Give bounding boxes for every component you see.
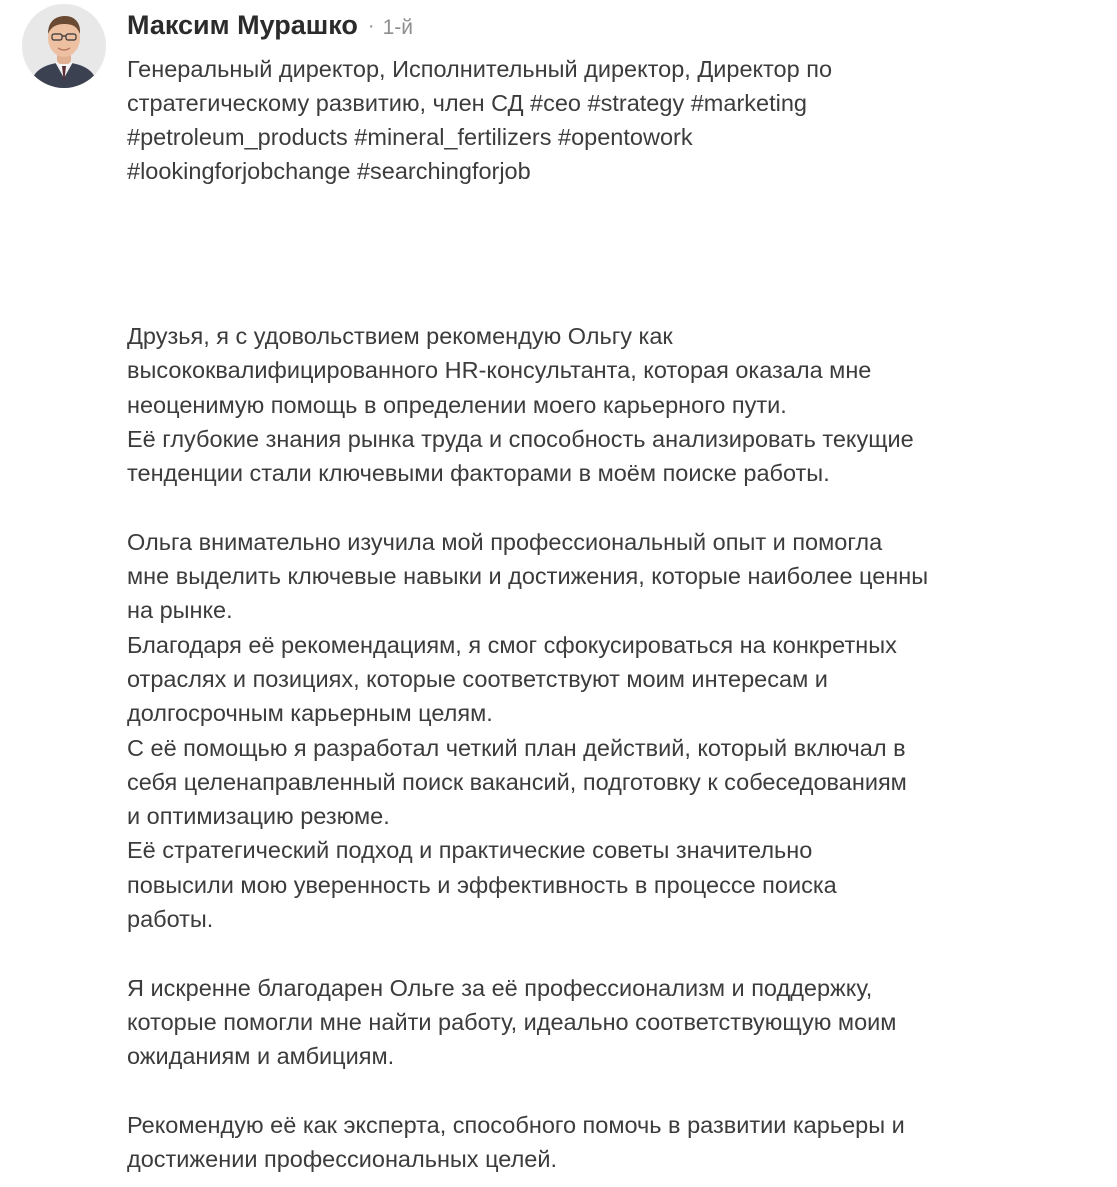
post-header (127, 10, 1087, 188)
author-name-row (127, 10, 1087, 48)
author-headline: Генеральный директор, Исполнительный директор, Директор по стратегическому развитию, член СД #ceo #strategy #marketing #petroleum_products #mineral_fertilizers #opentowork #lookingforjobchange #searchingforjob (127, 56, 833, 184)
separator-dot: · (367, 15, 375, 37)
author-avatar[interactable] (22, 4, 106, 88)
post-body (127, 319, 1102, 1176)
post-paragraph: Рекомендую её как эксперта, способного помочь в развитии карьеры и достижении профессиональных целей. (127, 1111, 905, 1173)
post-paragraph: Я искренне благодарен Ольге за её профессионализм и поддержку, которые помогли мне найти работу, идеально соответствующую моим ожиданиям и амбициям. (127, 974, 897, 1070)
post-paragraph: Друзья, я с удовольствием рекомендую Ольгу как высококвалифицированного HR-консультанта, которая оказала мне неоценимую помощь в определении моего карьерного пути. Её глубокие знания рынка труда и способность анализировать текущие тенденции стали ключевыми факторами в моём поиске работы. (127, 323, 914, 487)
connection-degree: 1-й (382, 16, 413, 39)
author-name[interactable]: Максим Мурашко (127, 10, 358, 40)
person-photo-icon (22, 4, 106, 88)
post-paragraph: Ольга внимательно изучила мой профессиональный опыт и помогла мне выделить ключевые навыки и достижения, которые наиболее ценны на рынке. Благодаря её рекомендациям, я смог сфокусироваться на конкретных отраслях и позициях, которые соответствуют моим интересам и долгосрочным карьерным целям. С её помощью я разработал четкий план действий, который включал в себя целенаправленный поиск вакансий, подготовку к собеседованиям и оптимизацию резюме. Её стратегический подход и практические советы значительно повысили мою уверенность и эффективность в процессе поиска работы. (127, 528, 929, 933)
